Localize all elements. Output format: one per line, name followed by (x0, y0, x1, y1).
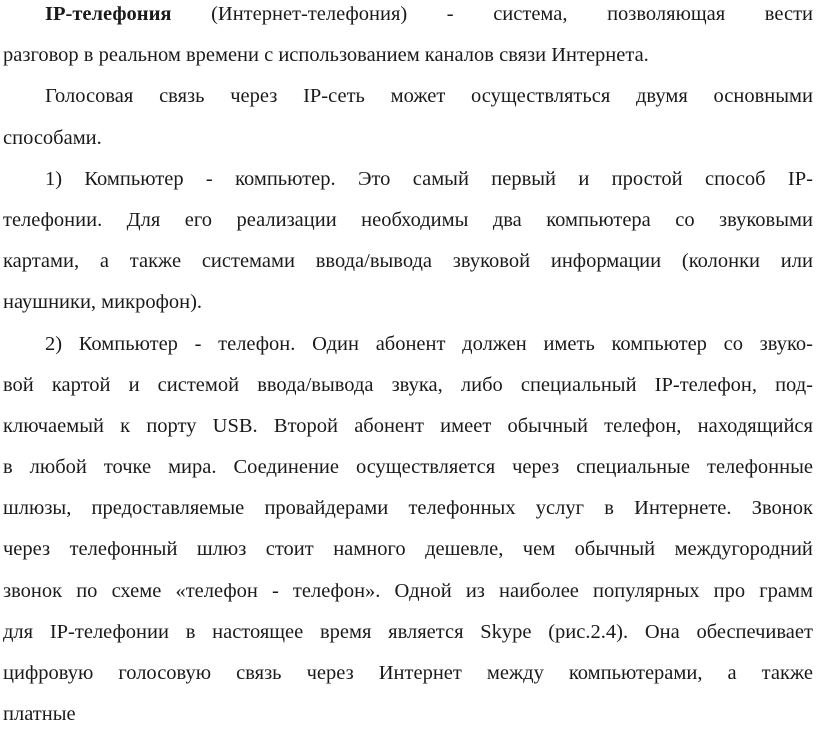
word: компьютер. (235, 167, 336, 190)
word: междугородний (674, 538, 813, 561)
word: 1) (45, 167, 63, 190)
word: два (492, 208, 522, 231)
word: связь (159, 85, 205, 108)
word: Это (357, 167, 391, 190)
word: - (446, 3, 454, 25)
word: Звонок (751, 497, 813, 520)
word: обычный (574, 538, 656, 561)
text-line (3, 447, 813, 488)
text-line (3, 241, 813, 282)
word: к (120, 414, 131, 437)
word: настоящее (212, 620, 304, 643)
word: связь (236, 662, 282, 684)
text-line (3, 488, 813, 529)
text-line (3, 324, 813, 365)
text-line (3, 365, 813, 406)
text-line (3, 76, 813, 117)
text-line (3, 529, 813, 570)
word: а (99, 250, 109, 273)
word: звуко- (759, 332, 813, 355)
word: картами, (3, 250, 80, 273)
word: между (486, 662, 544, 684)
word: Голосовая (45, 85, 134, 108)
word: картой (51, 373, 111, 396)
word: самый (412, 167, 469, 190)
word: ввода/вывода (315, 250, 433, 273)
word: обычный (507, 414, 588, 437)
word: является (388, 620, 464, 643)
text-line (3, 0, 813, 35)
word: и (128, 373, 140, 396)
word: в (3, 456, 13, 479)
word: осуществляться (471, 85, 611, 108)
word: шлюзы, (3, 497, 72, 520)
word: имеет (440, 414, 492, 437)
word: любой (29, 456, 87, 479)
word: точке (103, 456, 152, 479)
text-line (3, 612, 813, 653)
word: абонент (375, 332, 446, 355)
word: мира. (168, 456, 217, 479)
text-line (3, 200, 813, 241)
word: ввода/вывода (257, 373, 374, 396)
word: IP-телефон, (654, 373, 757, 396)
word: иметь (543, 332, 595, 355)
word: телефон, (604, 414, 682, 437)
word: простой (611, 167, 683, 190)
word: вой (3, 373, 34, 396)
word: Одной (394, 579, 452, 602)
word: через (512, 456, 560, 479)
word: реализации (236, 208, 337, 231)
word: должен (462, 332, 527, 355)
word: Компьютер (84, 167, 184, 190)
word: со (675, 208, 695, 231)
word: дешевле, (425, 538, 504, 561)
paragraph-computer-computer (3, 159, 813, 324)
word: провайдерами (264, 497, 389, 520)
word: специальный (520, 373, 637, 396)
word: IP-телефонии (49, 620, 169, 643)
word: звонок (3, 579, 63, 602)
word: система, (493, 3, 568, 25)
word: осуществляется (355, 456, 496, 479)
word: под- (775, 373, 813, 396)
word: либо (460, 373, 503, 396)
word: также (761, 662, 813, 684)
word: или (780, 250, 813, 273)
text-line (3, 159, 813, 200)
word: также (129, 250, 182, 273)
word: компьютера (546, 208, 651, 231)
text-line: разговор в реальном времени с использованием каналов связи Интернета. (3, 44, 649, 67)
word: наиболее (499, 579, 579, 602)
word: шлюз (196, 538, 247, 561)
text-line (3, 571, 813, 612)
word: 2) (45, 332, 63, 355)
word: может (390, 85, 446, 108)
word: Компьютер (78, 332, 178, 355)
word: ключаемый (3, 414, 104, 437)
word: USB. (212, 414, 258, 437)
word: (рис.2.4). (548, 620, 629, 643)
word: намного (333, 538, 406, 561)
word: через (306, 662, 354, 684)
text-line: платные (3, 703, 76, 726)
text-line (3, 653, 813, 694)
word: в (185, 620, 196, 643)
word: телефонные (706, 456, 813, 479)
word: для (3, 620, 34, 643)
word: (Интернет-телефония) (211, 3, 408, 25)
word: находящийся (697, 414, 813, 437)
word: Один (312, 332, 359, 355)
word: первый (491, 167, 557, 190)
word: звуковыми (719, 208, 813, 231)
word: Для (126, 208, 161, 231)
word: грамм (759, 579, 813, 602)
word: порту (146, 414, 197, 437)
word: Skype (480, 620, 532, 643)
word: абонент (354, 414, 424, 437)
word: популярных (593, 579, 700, 602)
word: услуг (535, 497, 585, 520)
word: необходимы (361, 208, 469, 231)
word: IP- (787, 167, 813, 190)
paragraph-voice-methods (3, 76, 813, 158)
word: Второй (273, 414, 338, 437)
word: информации (550, 250, 662, 273)
word: а (727, 662, 737, 684)
word: звука, (391, 373, 443, 396)
word: обеспечивает (696, 620, 813, 643)
word: телефонных (408, 497, 516, 520)
word: в (604, 497, 614, 520)
word: Соединение (233, 456, 339, 479)
word: способ (704, 167, 766, 190)
word: системами (201, 250, 295, 273)
word: Интернете. (634, 497, 732, 520)
paragraph-ip-telephony-definition (3, 0, 813, 76)
word: (колонки (681, 250, 760, 273)
word: телефон. (218, 332, 296, 355)
word: звуковой (452, 250, 531, 273)
word: - (271, 579, 279, 602)
word: компьютер (611, 332, 707, 355)
word: «телефон (175, 579, 258, 602)
word: по (76, 579, 98, 602)
word: специальные (576, 456, 691, 479)
word: - (194, 332, 202, 355)
text-line: способами. (3, 126, 102, 149)
word: время (320, 620, 372, 643)
paragraph-computer-phone (3, 324, 813, 736)
word: его (184, 208, 213, 231)
text-line (3, 406, 813, 447)
word: двумя (636, 85, 688, 108)
word: IP-телефония (45, 3, 172, 25)
word: позволяющая (607, 3, 726, 25)
word: телефонный (69, 538, 178, 561)
word: системой (157, 373, 240, 396)
word: и (578, 167, 590, 190)
word: из (465, 579, 485, 602)
word: со (723, 332, 743, 355)
word: телефон». (292, 579, 381, 602)
word: - (205, 167, 213, 190)
word: про (713, 579, 746, 602)
word: телефонии. (3, 208, 103, 231)
word: схеме (111, 579, 162, 602)
word: основными (713, 85, 813, 108)
word: стоит (265, 538, 314, 561)
word: голосовую (118, 662, 212, 684)
word: через (230, 85, 278, 108)
text-line: наушники, микрофон). (3, 291, 203, 314)
word: цифровую (3, 662, 94, 684)
word: компьютерами, (568, 662, 703, 684)
word: Она (644, 620, 680, 643)
word: предоставляемые (91, 497, 245, 520)
word: вести (764, 3, 813, 25)
word: Интернет (378, 662, 462, 684)
word: через (3, 538, 51, 561)
word: IP-сеть (303, 85, 365, 108)
word: чем (522, 538, 556, 561)
